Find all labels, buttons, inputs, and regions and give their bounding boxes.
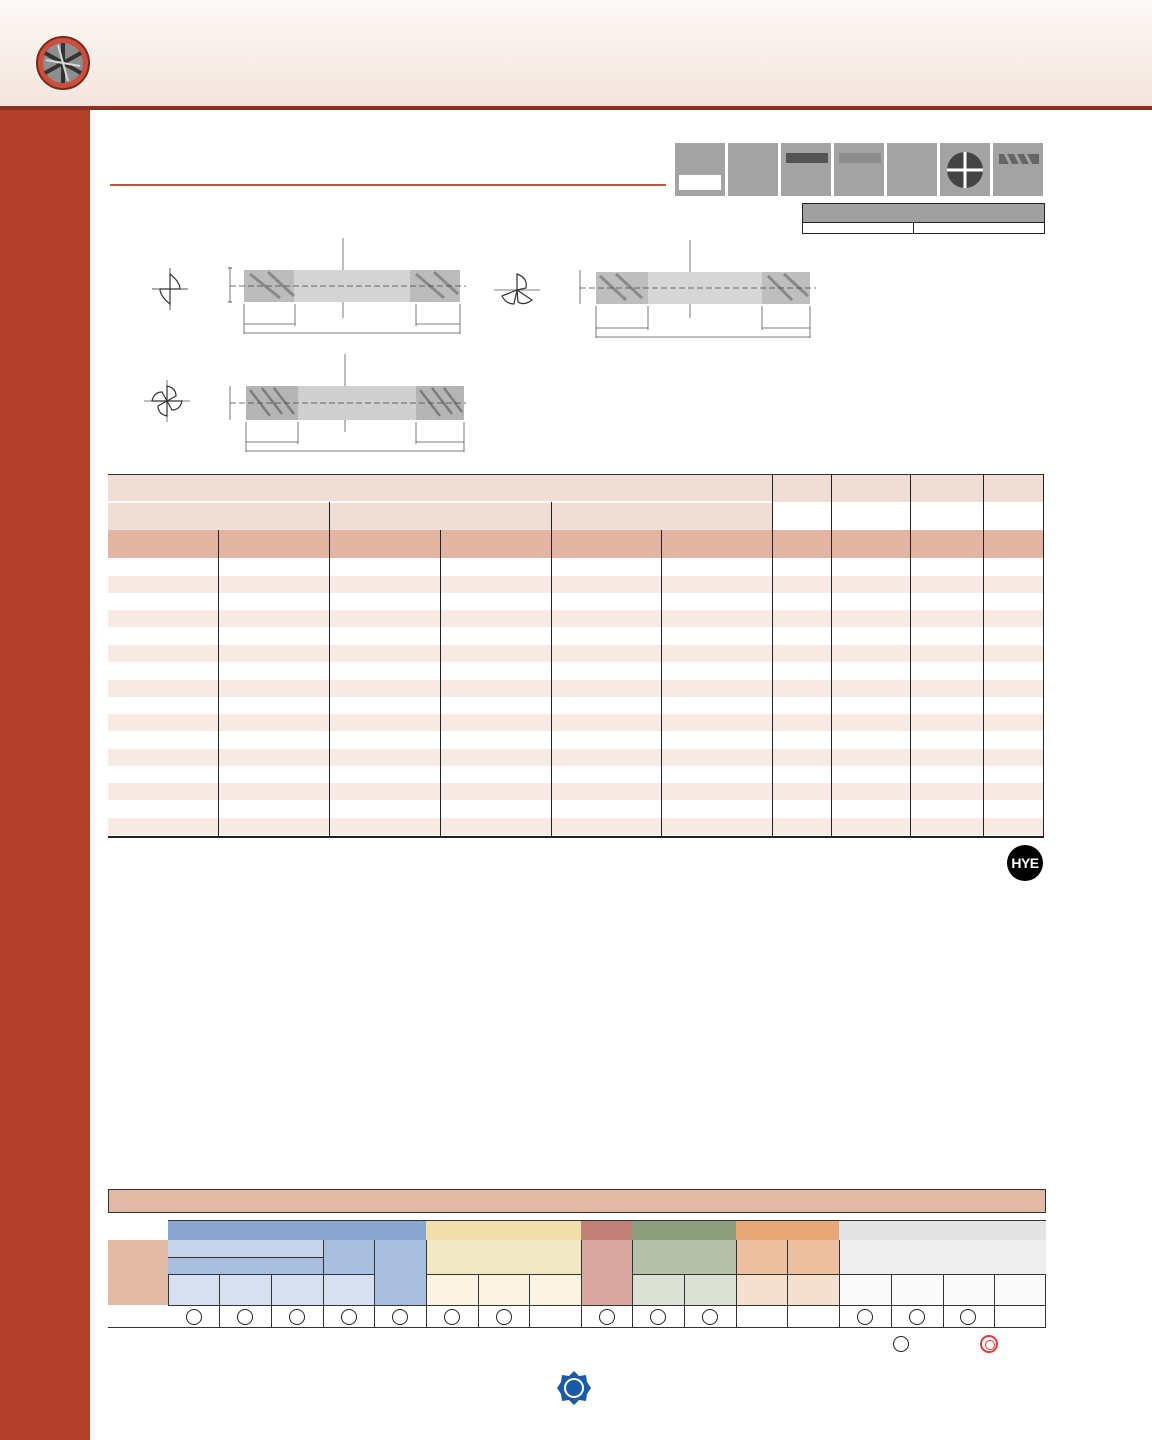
table-header-row-1 [108, 474, 1044, 502]
suitable-mark [702, 1309, 718, 1325]
double-end-mill-2-flute-drawing [220, 238, 470, 338]
blank-icon [887, 143, 937, 196]
group-resin [736, 1220, 839, 1240]
table-row [108, 783, 1044, 800]
steel-subgroup-bar [168, 1257, 323, 1274]
material-table-title-bar [108, 1189, 1046, 1213]
table-row [108, 680, 1044, 697]
osg-logo-icon [556, 1370, 592, 1406]
table-header-row-3 [108, 530, 1044, 558]
table-row [108, 610, 1044, 627]
nonferrous-subgroup [632, 1240, 736, 1274]
end-view-3-flute-icon [492, 264, 542, 310]
other-subgroup [839, 1240, 1046, 1274]
suitable-mark [444, 1309, 460, 1325]
double-end-mill-3-flute-drawing [570, 240, 820, 340]
group-other [839, 1220, 1046, 1240]
resin-col [736, 1240, 787, 1274]
end-view-2-flute-icon [150, 266, 190, 312]
suitable-mark [857, 1309, 873, 1325]
table-header-row-2 [108, 502, 772, 531]
suitable-mark [496, 1309, 512, 1325]
tolerance-spec-table [802, 203, 1045, 233]
material-row-label [108, 1240, 168, 1305]
flutes-icon [675, 143, 725, 196]
stainless-subgroup [426, 1240, 581, 1274]
shank-dark-icon [781, 143, 831, 196]
table-row [108, 714, 1044, 731]
page-header [0, 0, 1152, 108]
suitable-mark [186, 1309, 202, 1325]
table-row [108, 576, 1044, 593]
group-stainless [426, 1220, 581, 1240]
helix-icon [993, 143, 1043, 196]
suitable-mark [392, 1309, 408, 1325]
suitable-mark [237, 1309, 253, 1325]
ball-cross-icon [940, 143, 990, 196]
suitable-mark [599, 1309, 615, 1325]
group-steel [168, 1220, 426, 1240]
end-view-4-flute-icon [142, 378, 192, 424]
group-nonferrous [632, 1220, 736, 1240]
table-row [108, 749, 1044, 766]
suitable-mark [650, 1309, 666, 1325]
steel-col [374, 1240, 426, 1305]
header-divider [0, 106, 1152, 110]
group-cast-iron [581, 1220, 632, 1240]
legend-suitable-icon [893, 1336, 909, 1352]
logo-endmill-icon [36, 36, 90, 90]
table-row [108, 818, 1044, 835]
double-end-mill-4-flute-drawing [220, 354, 470, 454]
cast-iron-col [581, 1240, 632, 1305]
title-underline [110, 184, 666, 186]
suitable-mark [909, 1309, 925, 1325]
blank-icon [728, 143, 778, 196]
resin-col [787, 1240, 839, 1274]
suitable-mark [341, 1309, 357, 1325]
table-row [108, 645, 1044, 662]
suitable-mark [960, 1309, 976, 1325]
shank-grey-icon [834, 143, 884, 196]
hye-badge: HYE [1007, 845, 1043, 881]
suitable-mark [289, 1309, 305, 1325]
left-sidebar-band [0, 110, 90, 1440]
legend-best-suited-icon [980, 1335, 998, 1353]
